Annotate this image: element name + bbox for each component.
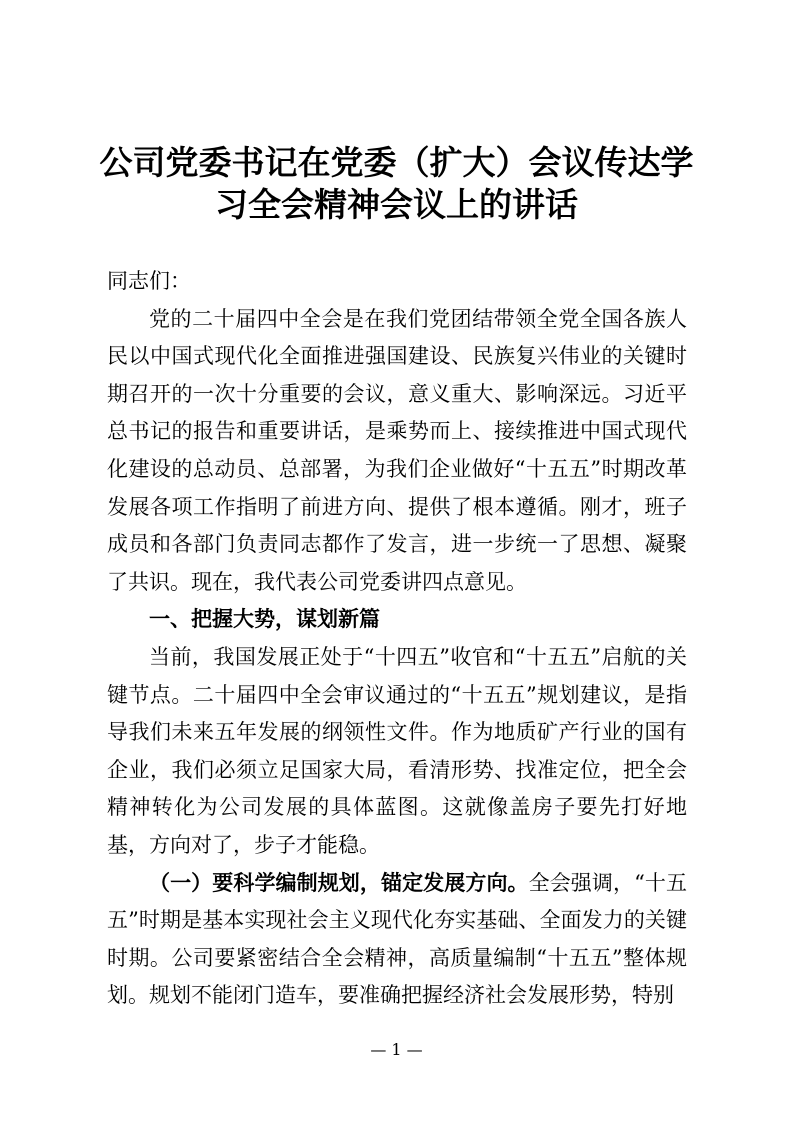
paragraph-planning bbox=[107, 865, 687, 1015]
title-line-2: 习全会精神会议上的讲话 bbox=[215, 185, 578, 224]
paragraph-planning-text: 全会强调，“十五五”时期是基本实现社会主义现代化夯实基础、全面发力的关键时期。公司要紧密结合全会精神，高质量编制“十五五”整体规划。规划不能闭门造车，要准确把握经济社会发展形势，特别 bbox=[107, 870, 687, 1008]
document-body bbox=[107, 263, 687, 1015]
paragraph-intro: 党的二十届四中全会是在我们党团结带领全党全国各族人民以中国式现代化全面推进强国建设、民族复兴伟业的关键时期召开的一次十分重要的会议，意义重大、影响深远。习近平总书记的报告和重要讲话，是乘势而上、接续推进中国式现代化建设的总动员、总部署，为我们企业做好“十五五”时期改革发展各项工作指明了前进方向、提供了根本遵循。刚才，班子成员和各部门负责同志都作了发言，进一步统一了思想、凝聚了共识。现在，我代表公司党委讲四点意见。 bbox=[107, 306, 687, 594]
salutation: 同志们： bbox=[107, 269, 191, 293]
document-title bbox=[60, 142, 733, 226]
section-heading-1: 一、把握大势，谋划新篇 bbox=[149, 607, 380, 632]
subheading-planning: （一）要科学编制规划，锚定发展方向。 bbox=[149, 870, 529, 895]
page-number: — 1 — bbox=[370, 1040, 423, 1059]
paragraph-situation: 当前，我国发展正处于“十四五”收官和“十五五”启航的关键节点。二十届四中全会审议通过的“十五五”规划建议，是指导我们未来五年发展的纲领性文件。作为地质矿产行业的国有企业，我们必须立足国家大局，看清形势、找准定位，把全会精神转化为公司发展的具体蓝图。这就像盖房子要先打好地基，方向对了，步子才能稳。 bbox=[107, 644, 687, 857]
title-line-1: 公司党委书记在党委（扩大）会议传达学 bbox=[99, 143, 694, 182]
